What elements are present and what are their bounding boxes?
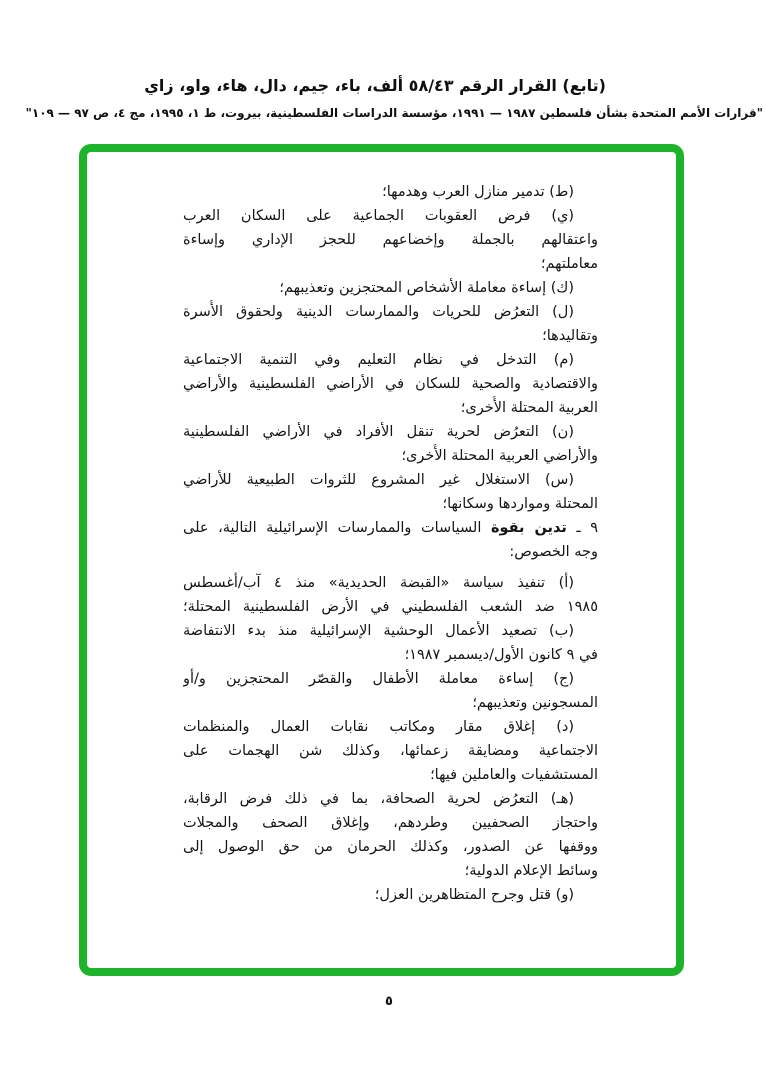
text-line: معاملتهم؛: [540, 256, 598, 272]
text-line: (ي) فرض العقوبات الجماعية على السكان العرب: [183, 208, 574, 224]
text-line: وسائط الإعلام الدولية؛: [464, 863, 598, 879]
text-line: الاجتماعية ومضايقة زعمائها، وكذلك شن الهجمات على: [183, 743, 598, 759]
text-line: (ط) تدمير منازل العرب وهدمها؛: [382, 184, 574, 200]
text-line: والأراضي العربية المحتلة الأُخرى؛: [401, 448, 598, 464]
text-line: ووقفها عن الصدور، وكذلك الحرمان من حق الوصول إلى: [183, 839, 598, 855]
text-line: (ل) التعرُض للحريات والممارسات الدينية ولحقوق الأُسرة: [183, 304, 574, 320]
text-line: واحتجاز الصحفيين وطردهم، وإغلاق الصحف والمجلات: [183, 815, 598, 831]
text-line: واعتقالهم بالجملة وإخضاعهم للحجز الإداري وإساءة: [183, 232, 598, 248]
text-line: (س) الاستغلال غير المشروع للثروات الطبيعية للأراضي: [183, 472, 574, 488]
text-line: (أ) تنفيذ سياسة «القبضة الحديدية» منذ ٤ آب/أغسطس: [183, 575, 574, 591]
text-line: العربية المحتلة الأُخرى؛: [460, 400, 598, 416]
document-title: (تابع) القرار الرقم ٥٨/٤٣ ألف، باء، جيم، دال، هاء، واو، زاي: [144, 76, 606, 95]
text-line: ٩ ـ تدين بقوة السياسات والممارسات الإسرائيلية التالية، على: [183, 520, 598, 536]
text-line: (هـ) التعرُض لحرية الصحافة، بما في ذلك فرض الرقابة،: [183, 791, 574, 807]
text-line: في ٩ كانون الأول/ديسمبر ١٩٨٧؛: [404, 647, 598, 663]
text-line: وجه الخصوص:: [509, 544, 598, 560]
text-line: (و) قتل وجرح المتظاهرين العزل؛: [374, 887, 574, 903]
text-line: (ن) التعرُض لحرية تنقل الأفراد في الأراضي الفلسطينية: [183, 424, 574, 440]
text-line: المحتلة ومواردها وسكانها؛: [442, 496, 598, 512]
page-number: ٥: [385, 994, 393, 1009]
text-line: ١٩٨٥ ضد الشعب الفلسطيني في الأرض الفلسطينية المحتلة؛: [183, 599, 598, 615]
text-line: وتقاليدها؛: [542, 328, 598, 344]
text-line: (ك) إساءة معاملة الأشخاص المحتجزين وتعذيبهم؛: [279, 280, 574, 296]
text-line: (م) التدخل في نظام التعليم وفي التنمية الاجتماعية: [183, 352, 574, 368]
text-line: (د) إغلاق مقار ومكاتب نقابات العمال والمنظمات: [183, 719, 574, 735]
text-line: والاقتصادية والصحية للسكان في الأراضي الفلسطينية والأراضي: [183, 376, 598, 392]
document-citation: "قرارات الأمم المتحدة بشأن فلسطين ١٩٨٧ — ١٩٩١، مؤسسة الدراسات الفلسطينية، بيروت، ط ١، ١٩٩٥، مج ٤، ص ٩٧ — ١٠٩": [25, 106, 763, 120]
text-line: (ج) إساءة معاملة الأطفال والقصّر المحتجزين و/أو: [183, 671, 574, 687]
text-line: المسجونين وتعذيبهم؛: [472, 695, 598, 711]
body-text: [183, 180, 598, 907]
text-line: المستشفيات والعاملين فيها؛: [430, 767, 598, 783]
text-line: (ب) تصعيد الأعمال الوحشية الإسرائيلية منذ بدء الانتفاضة: [183, 623, 574, 639]
